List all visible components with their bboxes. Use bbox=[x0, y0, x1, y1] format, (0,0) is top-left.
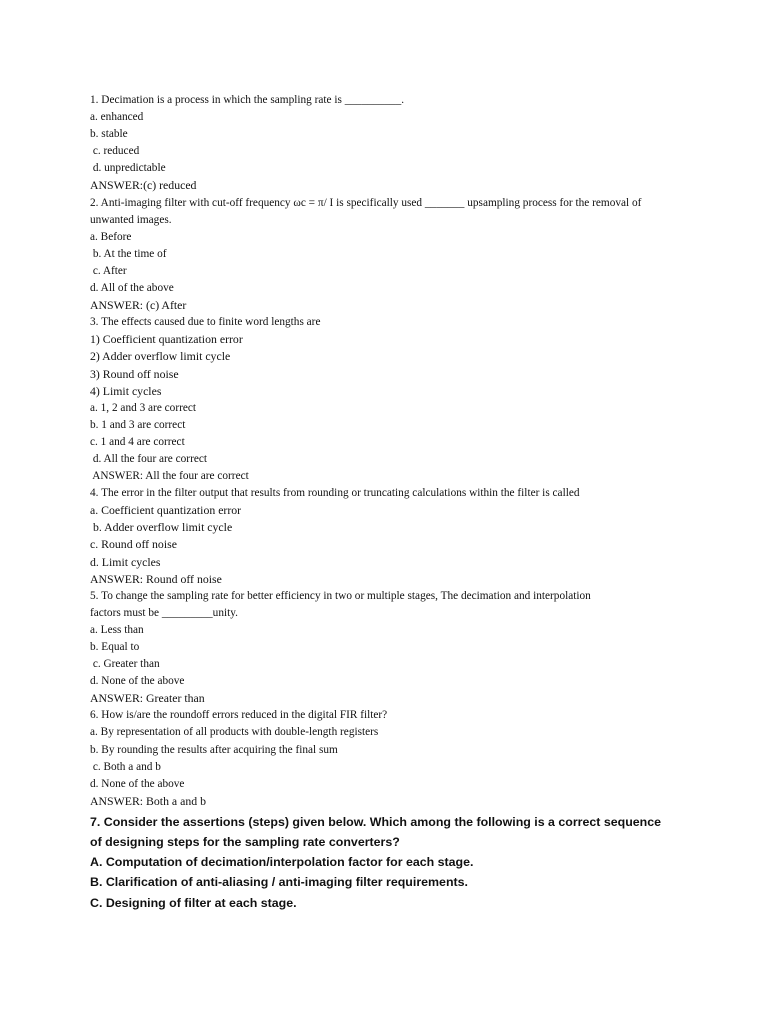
q4-answer: ANSWER: Round off noise bbox=[90, 571, 222, 586]
q1-question: 1. Decimation is a process in which the sampling rate is __________. bbox=[90, 94, 405, 106]
q3-option-b: b. 1 and 3 are correct bbox=[90, 418, 186, 431]
q4-option-b: b. Adder overflow limit cycle bbox=[90, 520, 233, 535]
q1-option-a: a. enhanced bbox=[90, 111, 144, 124]
q7-step-b: B. Clarification of anti-aliasing / anti-imaging filter requirements. bbox=[90, 875, 468, 890]
q1-answer: ANSWER:(c) reduced bbox=[90, 178, 197, 193]
q2-option-d: d. All of the above bbox=[90, 282, 174, 295]
q1-option-b: b. stable bbox=[90, 128, 128, 141]
q5-question-line-2: factors must be _________unity. bbox=[90, 606, 238, 619]
q5-question-line-1: 5. To change the sampling rate for better efficiency in two or multiple stages, The decimation and interpolation bbox=[90, 589, 591, 602]
q3-question: 3. The effects caused due to finite word lengths are bbox=[90, 316, 321, 329]
q5-option-b: b. Equal to bbox=[90, 641, 140, 653]
questions-1-6 bbox=[90, 92, 690, 810]
q3-item-2: 2) Adder overflow limit cycle bbox=[90, 349, 231, 364]
q4-option-c: c. Round off noise bbox=[90, 537, 177, 552]
q3-option-a: a. 1, 2 and 3 are correct bbox=[90, 401, 197, 414]
q2-question: 2. Anti-imaging filter with cut-off frequency ωc = π/ I is specifically used _______ upsampling process for the removal of unwanted images. bbox=[90, 196, 642, 226]
q3-item-4: 4) Limit cycles bbox=[90, 383, 162, 398]
q7-question: 7. Consider the assertions (steps) given below. Which among the following is a correct sequence of designing steps for the sampling rate converters? bbox=[90, 815, 662, 849]
q6-option-c: c. Both a and b bbox=[90, 760, 161, 773]
q7-step-a: A. Computation of decimation/interpolation factor for each stage. bbox=[90, 855, 474, 869]
q3-item-3: 3) Round off noise bbox=[90, 366, 179, 381]
q3-item-1: 1) Coefficient quantization error bbox=[90, 332, 243, 347]
q5-option-d: d. None of the above bbox=[90, 675, 185, 688]
q6-option-d: d. None of the above bbox=[90, 777, 185, 790]
q2-option-b: b. At the time of bbox=[90, 247, 167, 260]
q4-option-d: d. Limit cycles bbox=[90, 554, 161, 569]
q2-option-a: a. Before bbox=[90, 230, 132, 243]
q7-step-c: C. Designing of filter at each stage. bbox=[90, 895, 297, 910]
q5-answer: ANSWER: Greater than bbox=[90, 691, 205, 706]
q2-answer: ANSWER: (c) After bbox=[90, 298, 187, 313]
q2-option-c: c. After bbox=[90, 264, 127, 277]
q4-question: 4. The error in the filter output that results from rounding or truncating calculations within the filter is called bbox=[90, 487, 580, 500]
q6-option-a: a. By representation of all products with double-length registers bbox=[90, 726, 379, 739]
q6-option-b: b. By rounding the results after acquiring the final sum bbox=[90, 743, 338, 756]
q4-option-a: a. Coefficient quantization error bbox=[90, 503, 242, 518]
q1-option-d: d. unpredictable bbox=[90, 162, 166, 175]
q5-option-a: a. Less than bbox=[90, 623, 144, 636]
question-7 bbox=[90, 812, 670, 913]
q6-answer: ANSWER: Both a and b bbox=[90, 793, 206, 808]
q6-question: 6. How is/are the roundoff errors reduced in the digital FIR filter? bbox=[90, 709, 388, 722]
q3-option-d: d. All the four are correct bbox=[90, 452, 207, 465]
q1-option-c: c. reduced bbox=[90, 145, 140, 158]
q3-answer: ANSWER: All the four are correct bbox=[90, 470, 249, 483]
q3-option-c: c. 1 and 4 are correct bbox=[90, 435, 185, 448]
q5-option-c: c. Greater than bbox=[90, 658, 160, 671]
